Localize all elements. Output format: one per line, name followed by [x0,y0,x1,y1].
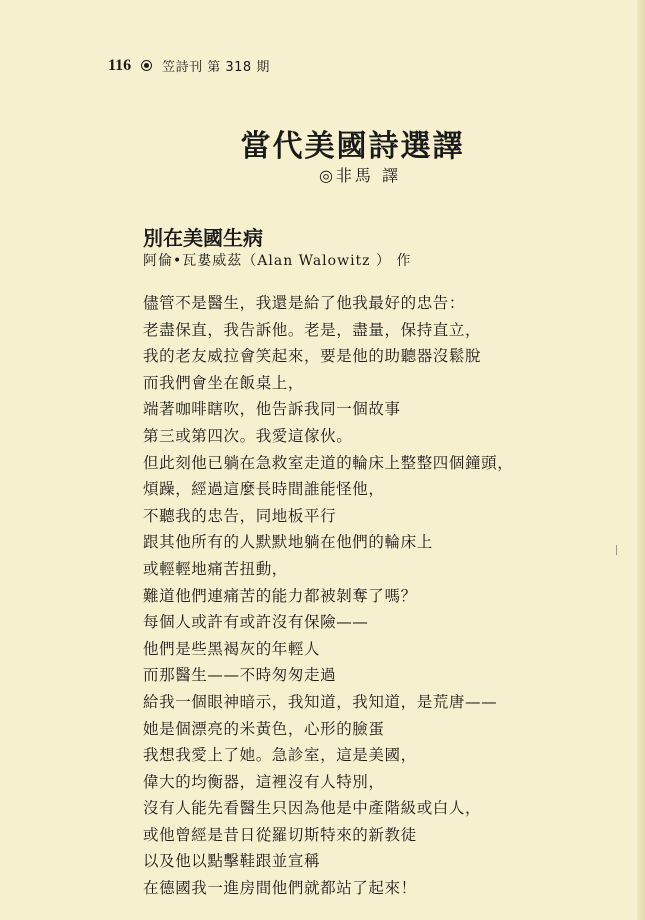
page-title: 當代美國詩選譯 [240,129,465,164]
poem-line: 跟其他所有的人默默地躺在他們的輪床上 [143,533,433,552]
poem-line: 給我一個眼神暗示，我知道，我知道，是荒唐—— [143,692,498,711]
poem-line: 難道他們連痛苦的能力都被剝奪了嗎？ [143,586,417,605]
poem-line: 第三或第四次。我愛這傢伙。 [143,426,353,445]
bullet-icon [141,60,152,71]
poem-line: 不聽我的忠告，同地板平行 [143,506,337,525]
running-header [108,56,270,75]
poem-line: 而我們會坐在飯桌上， [143,373,305,392]
poem-line: 以及他以點擊鞋跟並宣稱 [143,852,321,871]
poem-author: 阿倫•瓦婁威茲（Alan Walowitz ） 作 [143,253,412,269]
poem-line: 但此刻他已躺在急救室走道的輪床上整整四個鐘頭， [143,453,514,472]
poem-body [143,290,613,902]
poem-line: 她是個漂亮的米黃色，心形的臉蛋 [143,719,385,738]
page-number: 116 [108,56,132,74]
translator-credit: ◎非馬 譯 [318,166,402,185]
poem-line: 老盡保直，我告訴他。老是，盡量，保持直立， [143,320,482,339]
poem-line: 或他曾經是昔日從羅切斯特來的新教徒 [143,825,417,844]
poem-line: 我的老友威拉會笑起來，要是他的助聽器沒鬆脫 [143,347,482,366]
poem-line: 或輕輕地痛苦扭動， [143,559,288,578]
poem-line: 偉大的均衡器，這裡沒有人特別， [143,772,385,791]
poem-line: 每個人或許有或許沒有保險—— [143,613,369,632]
poem-line: 儘管不是醫生，我還是給了他我最好的忠告： [143,294,466,312]
poem-line: 而那醫生——不時匆匆走過 [143,666,337,685]
poem-line: 他們是些黑褐灰的年輕人 [143,639,321,658]
margin-mark [616,545,617,555]
poem-line: 在德國我一進房間他們就都站了起來！ [143,879,417,898]
poem-line: 煩躁，經過這麼長時間誰能怪他， [143,480,385,499]
poem-title: 別在美國生病 [143,226,263,250]
journal-issue: 笠詩刊 第 318 期 [162,60,270,75]
poem-line: 端著咖啡瞎吹，他告訴我同一個故事 [143,400,401,419]
poem-line: 我想我愛上了她。急診室，這是美國， [143,746,417,765]
poem-line: 沒有人能先看醫生只因為他是中產階級或白人， [143,799,482,818]
